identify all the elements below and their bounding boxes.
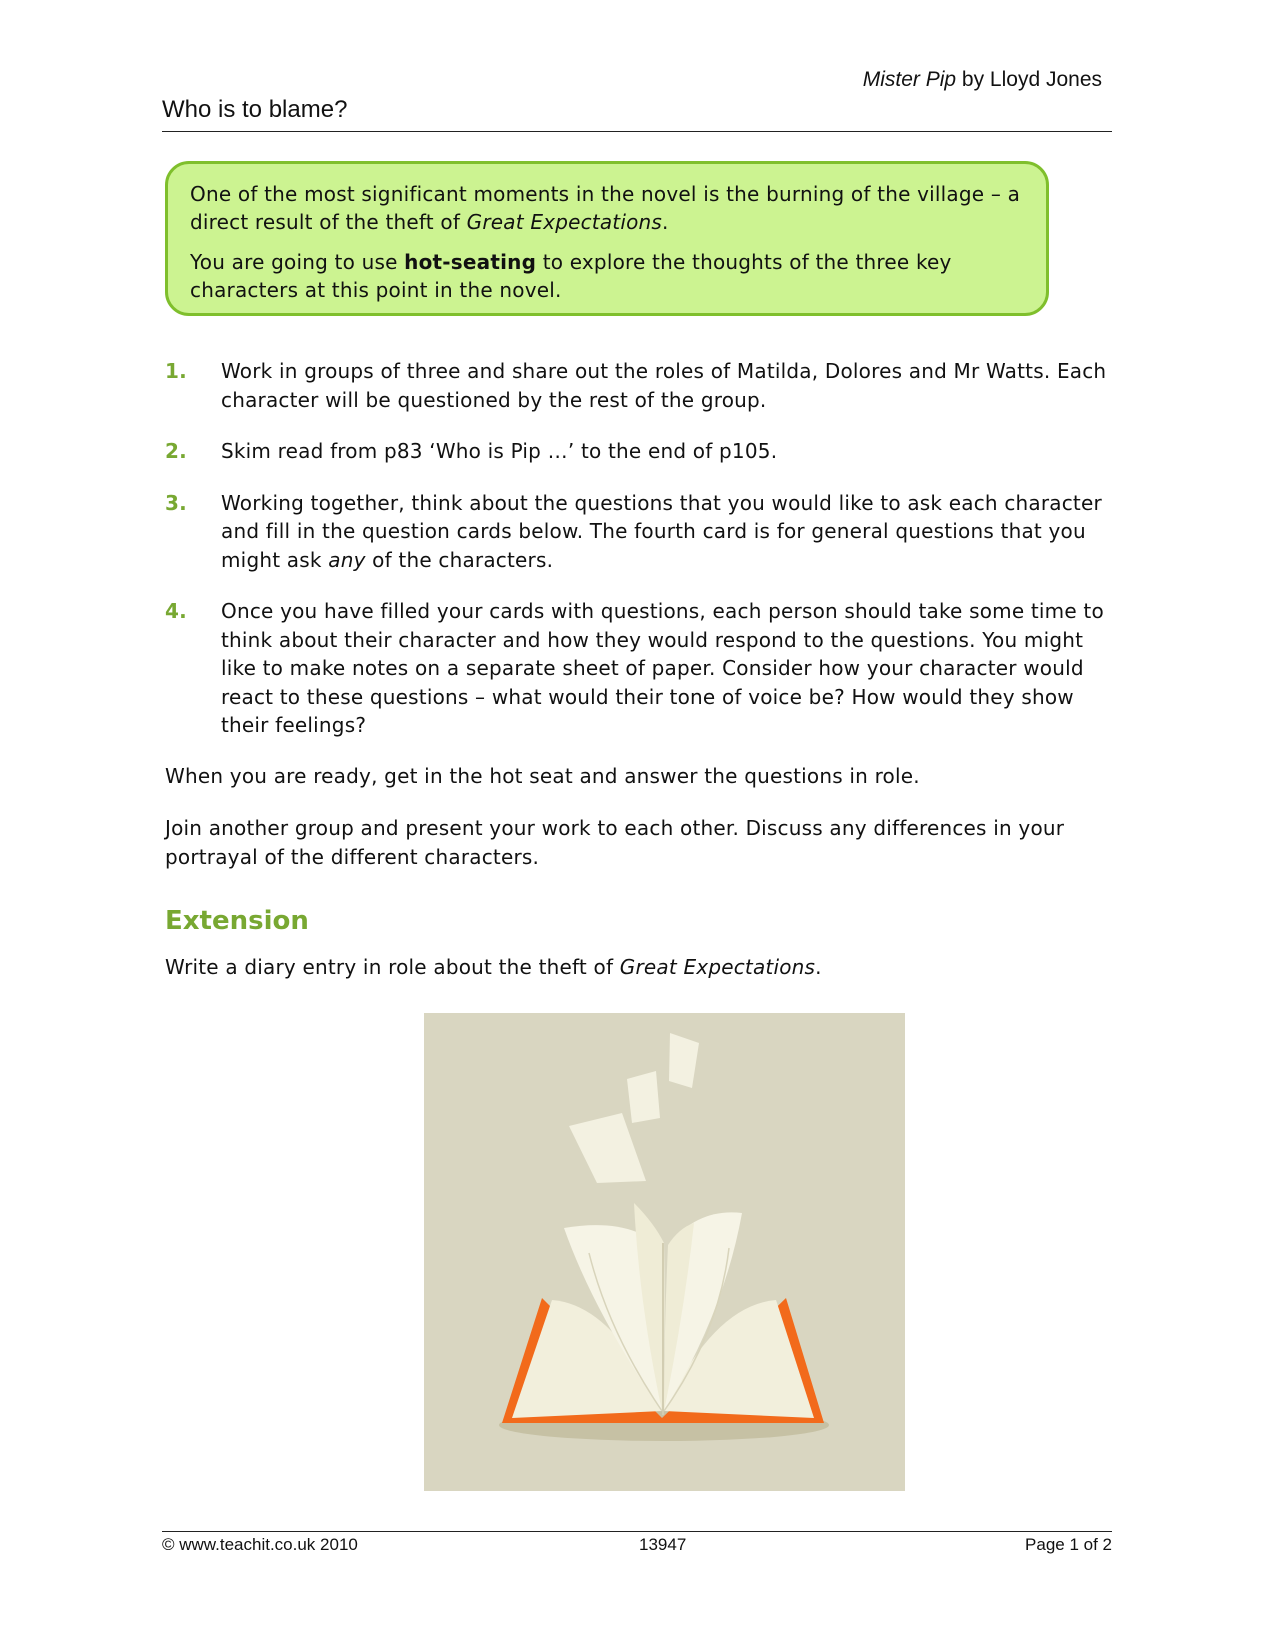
intro-book-title: Great Expectations — [466, 210, 663, 234]
flying-page — [669, 1033, 699, 1088]
step-text: Work in groups of three and share out the roles of Matilda, Dolores and Mr Watts. Each character will be questioned by the rest of the group. — [221, 359, 1107, 412]
footer-copyright: © www.teachit.co.uk 2010 — [162, 1535, 358, 1554]
book-illustration — [424, 1013, 905, 1491]
step-text-part: Working together, think about the questions that you would like to ask each character and fill in the question cards below. The fourth card is for general questions that you might ask — [221, 490, 1102, 572]
intro-text: You are going to use — [190, 250, 405, 274]
intro-paragraph-2 — [190, 248, 1026, 304]
book-title: Mister Pip — [862, 68, 957, 91]
list-item — [165, 489, 1115, 575]
hot-seating-term: hot-seating — [404, 250, 537, 274]
footer-divider — [162, 1531, 1112, 1532]
book-author: by Lloyd Jones — [961, 68, 1102, 91]
list-item — [165, 357, 1115, 414]
extension-book-title: Great Expectations — [619, 955, 816, 979]
step-number: 4. — [165, 599, 187, 623]
intro-text: One of the most significant moments in the novel is the burning of the village – a direct result of the theft of — [190, 182, 1021, 234]
step-number: 3. — [165, 490, 187, 515]
step-emphasis: any — [328, 547, 366, 572]
intro-paragraph-1 — [190, 180, 1026, 236]
hot-seat-paragraph: When you are ready, get in the hot seat and answer the questions in role. — [165, 764, 920, 788]
step-text: Skim read from p83 ‘Who is Pip …’ to the end of p105. — [221, 439, 778, 463]
step-number: 1. — [165, 359, 187, 383]
step-number: 2. — [165, 439, 187, 463]
open-book-flying-pages-icon — [424, 1013, 905, 1491]
list-item — [165, 437, 1115, 466]
extension-heading: Extension — [165, 906, 309, 936]
intro-text-end: . — [662, 210, 669, 234]
intro-text-end: to explore the thoughts of the three key characters at this point in the novel. — [190, 250, 952, 302]
header-divider — [162, 131, 1112, 132]
flying-page — [569, 1113, 646, 1183]
extension-text — [165, 955, 822, 979]
instruction-list — [165, 357, 1115, 763]
footer-resource-code: 13947 — [639, 1535, 687, 1554]
flying-page — [627, 1071, 660, 1123]
footer-page-number: Page 1 of 2 — [1025, 1535, 1112, 1554]
list-item — [165, 597, 1115, 740]
extension-text-part: . — [815, 955, 822, 979]
page-title: Who is to blame? — [162, 96, 348, 123]
step-text-part: of the characters. — [365, 547, 554, 572]
step-text — [221, 491, 1102, 572]
book-reference — [863, 68, 1102, 92]
step-text: Once you have filled your cards with questions, each person should take some time to think about their character and how they would respond to the questions. You might like to make notes on a separate sheet of paper. Consider how your character would react to these questions – what would their tone of voice be? How would they show their feelings? — [221, 599, 1104, 737]
extension-text-part: Write a diary entry in role about the theft of — [165, 955, 620, 979]
join-group-paragraph: Join another group and present your work to each other. Discuss any differences in your portrayal of the different characters. — [165, 816, 1065, 869]
intro-box — [165, 161, 1049, 316]
